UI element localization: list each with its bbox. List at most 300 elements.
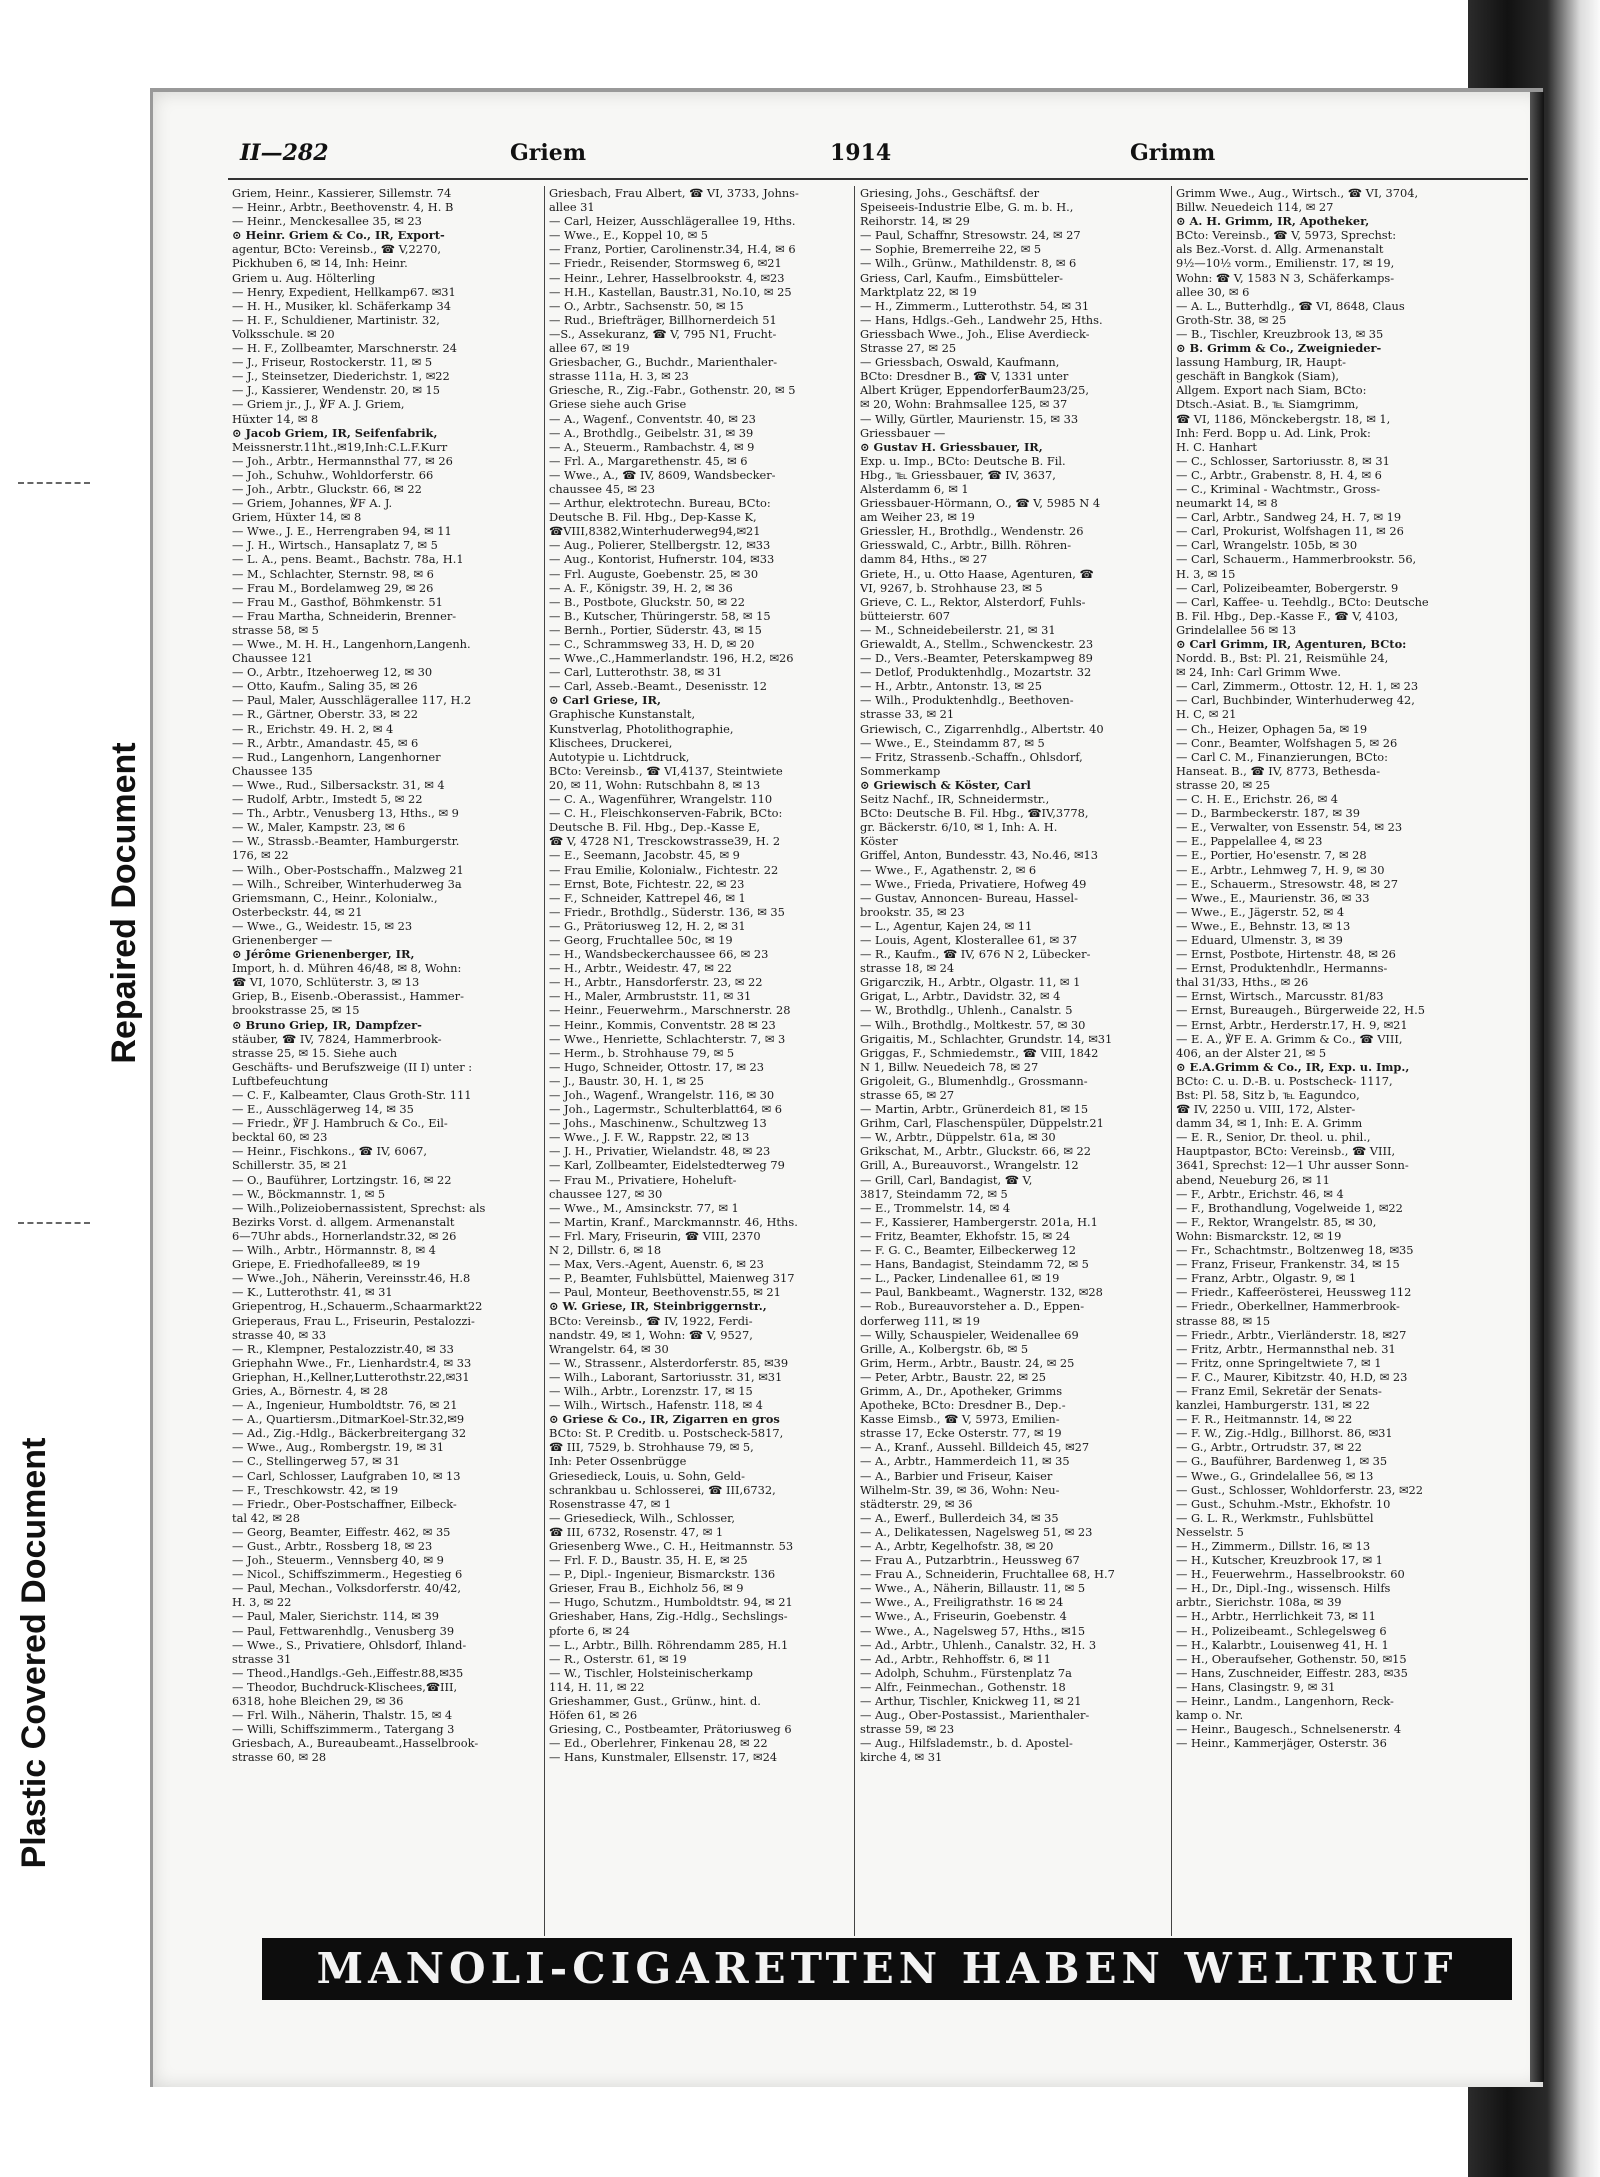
directory-entry: Meissnerstr.11ht.,✉19,Inh:C.L.F.Kurr <box>232 439 448 454</box>
directory-entry: — Georg, Fruchtallee 50c, ✉ 19 <box>549 932 733 947</box>
advertisement-banner: MANOLI-CIGARETTEN HABEN WELTRUF <box>262 1938 1512 2000</box>
directory-entry: — G., Bauführer, Bardenweg 1, ✉ 35 <box>1176 1454 1388 1469</box>
directory-entry: Bezirks Vorst. d. allgem. Armenanstalt <box>232 1214 455 1229</box>
directory-entry: Griemsmann, C., Heinr., Kolonialw., <box>232 890 438 905</box>
directory-entry: VI, 9267, b. Strohhause 23, ✉ 5 <box>860 580 1043 595</box>
directory-entry: ⊙ Jacob Griem, IR, Seifenfabrik, <box>232 425 438 440</box>
directory-entry: — C. A., Wagenführer, Wrangelstr. 110 <box>549 792 773 807</box>
directory-entry: — J. H., Wirtsch., Hansaplatz 7, ✉ 5 <box>232 538 438 553</box>
directory-entry: ☎ III, 7529, b. Strohhause 79, ✉ 5, <box>549 1440 754 1455</box>
divider-dashed <box>18 482 90 484</box>
directory-entry: strasse 33, ✉ 21 <box>860 707 955 722</box>
directory-entry: 406, an der Alster 21, ✉ 5 <box>1176 1045 1327 1060</box>
header-year: 1914 <box>830 140 892 166</box>
directory-entry: am Weiher 23, ✉ 19 <box>860 510 975 525</box>
directory-entry: — Fritz, onne Springeltwiete 7, ✉ 1 <box>1176 1355 1382 1370</box>
directory-entry: Griessler, H., Brothdlg., Wendenstr. 26 <box>860 524 1084 539</box>
directory-entry: — F., Treschkowstr. 42, ✉ 19 <box>232 1482 399 1497</box>
directory-entry: N 1, Billw. Neuedeich 78, ✉ 27 <box>860 1059 1039 1074</box>
directory-entry: ☎ III, 6732, Rosenstr. 47, ✉ 1 <box>549 1524 724 1539</box>
directory-entry: — Rob., Bureauvorsteher a. D., Eppen- <box>860 1299 1085 1314</box>
directory-entry: H. 3, ✉ 22 <box>232 1595 292 1610</box>
directory-entry: — O., Bauführer, Lortzingstr. 16, ✉ 22 <box>232 1172 452 1187</box>
directory-entry: Wohn: Bismarckstr. 12, ✉ 19 <box>1176 1228 1342 1243</box>
directory-entry: Rosenstrasse 47, ✉ 1 <box>549 1496 672 1511</box>
directory-entry: — Ad., Zig.-Hdlg., Bäckerbreitergang 32 <box>232 1426 467 1441</box>
directory-entry: —S., Assekuranz, ☎ V, 795 N1, Frucht- <box>549 326 777 341</box>
directory-entry: — H. F., Schuldiener, Martinistr. 32, <box>232 312 440 327</box>
directory-entry: — A., Quartiersm.,DitmarKoel-Str.32,✉9 <box>232 1412 465 1427</box>
directory-entry: Geschäfts- und Berufszweige (II I) unter : <box>232 1059 473 1074</box>
directory-entry: brookstr. 35, ✉ 23 <box>860 904 965 919</box>
directory-entry: — Griem jr., J., ℣F A. J. Griem, <box>232 397 405 412</box>
directory-entry: — M., Schneidebeilerstr. 21, ✉ 31 <box>860 622 1056 637</box>
directory-entry: — H., Arbtr., Herrlichkeit 73, ✉ 11 <box>1176 1609 1376 1624</box>
directory-entry: Autotypie u. Lichtdruck, <box>549 749 690 764</box>
directory-entry: — Heinr., Arbtr., Beethovenstr. 4, H. B <box>232 200 454 215</box>
directory-entry: — G. L. R., Werkmstr., Fuhlsbüttel <box>1176 1510 1374 1525</box>
directory-entry: Exp. u. Imp., BCto: Deutsche B. Fil. <box>860 453 1066 468</box>
directory-entry: — Wwe., Henriette, Schlachterstr. 7, ✉ 3 <box>549 1031 786 1046</box>
directory-entry: neumarkt 14, ✉ 8 <box>1176 496 1278 511</box>
directory-entry: allee 67, ✉ 19 <box>549 341 630 356</box>
directory-entry: — Wilh., Wirtsch., Hafenstr. 118, ✉ 4 <box>549 1398 763 1413</box>
directory-entry: — Rudolf, Arbtr., Imstedt 5, ✉ 22 <box>232 792 423 807</box>
directory-entry: — F. C., Maurer, Kibitzstr. 40, H.D, ✉ 23 <box>1176 1369 1408 1384</box>
directory-entry: BCto: St. P. Creditb. u. Postscheck-5817, <box>549 1426 784 1441</box>
directory-entry: — Grill, Carl, Bandagist, ☎ V, <box>860 1172 1033 1187</box>
directory-entry: — Hugo, Schutzm., Humboldtstr. 94, ✉ 21 <box>549 1595 793 1610</box>
directory-entry: — Wilh., Produktenhdlg., Beethoven- <box>860 693 1074 708</box>
directory-entry: — C., Stellingerweg 57, ✉ 31 <box>232 1454 400 1469</box>
directory-entry: 9½—10½ vorm., Emilienstr. 17, ✉ 19, <box>1176 256 1395 271</box>
directory-entry: — F., Kassierer, Hambergerstr. 201a, H.1 <box>860 1214 1098 1229</box>
directory-entry: — Wwe., Frieda, Privatiere, Hofweg 49 <box>860 876 1087 891</box>
directory-entry: — A., Arbtr, Kegelhofstr. 38, ✉ 20 <box>860 1539 1054 1553</box>
directory-entry: BCto: Vereinsb., ☎ IV, 1922, Ferdi- <box>549 1313 753 1328</box>
directory-entry: — Th., Arbtr., Venusberg 13, Hths., ✉ 9 <box>232 806 459 821</box>
directory-entry: gr. Bäckerstr. 6/10, ✉ 1, Inh: A. H. <box>860 820 1058 835</box>
directory-entry: Griep, B., Eisenb.-Oberassist., Hammer- <box>232 989 464 1004</box>
directory-entry: ☎ VI, 1070, Schlüterstr. 3, ✉ 13 <box>232 975 420 990</box>
directory-entry: — P., Beamter, Fuhlsbüttel, Maienweg 317 <box>549 1271 795 1286</box>
directory-entry: städterstr. 29, ✉ 36 <box>860 1496 973 1511</box>
directory-entry: — H., Feuerwehrm., Hasselbrookstr. 60 <box>1176 1567 1405 1582</box>
directory-entry: strasse 25, ✉ 15. Siehe auch <box>232 1045 398 1060</box>
directory-entry: Griem, Hüxter 14, ✉ 8 <box>232 510 362 525</box>
directory-entry: — Conr., Beamter, Wolfshagen 5, ✉ 26 <box>1176 735 1398 750</box>
directory-entry: — Heinr., Landm., Langenhorn, Reck- <box>1176 1694 1394 1709</box>
directory-entry: ⊙ A. H. Grimm, IR, Apotheker, <box>1176 214 1370 229</box>
directory-entry: — J., Steinsetzer, Diederichstr. 1, ✉22 <box>232 369 450 384</box>
directory-entry: — A., Ewerf., Bullerdeich 34, ✉ 35 <box>860 1510 1059 1525</box>
directory-entry: H. C. Hanhart <box>1176 439 1257 454</box>
directory-entry: — Wilh., Ober-Postschaffn., Malzweg 21 <box>232 862 464 877</box>
directory-entry: — L., Packer, Lindenallee 61, ✉ 19 <box>860 1271 1060 1286</box>
header-rule <box>228 178 1528 180</box>
directory-entry: ✉ 20, Wohn: Brahmsallee 125, ✉ 37 <box>860 397 1068 412</box>
directory-entry: — A., Wagenf., Conventstr. 40, ✉ 23 <box>549 411 756 426</box>
directory-entry: — W., Böckmannstr. 1, ✉ 5 <box>232 1186 386 1201</box>
directory-entry: ⊙ Carl Grimm, IR, Agenturen, BCto: <box>1176 637 1407 651</box>
directory-entry: — A., Steuerm., Rambachstr. 4, ✉ 9 <box>549 439 755 454</box>
directory-entry: allee 31 <box>549 200 595 215</box>
directory-entry: — Louis, Agent, Klosterallee 61, ✉ 37 <box>860 932 1078 947</box>
directory-entry: Wohn: ☎ V, 1583 N 3, Schäferkamps- <box>1176 270 1395 285</box>
directory-entry: — Hugo, Schneider, Ottostr. 17, ✉ 23 <box>549 1059 764 1074</box>
directory-entry: — E. R., Senior, Dr. theol. u. phil., <box>1176 1130 1371 1145</box>
directory-entry: ⊙ E.A.Grimm & Co., IR, Exp. u. Imp., <box>1176 1059 1410 1074</box>
directory-entry: — Wwe.,C.,Hammerlandstr. 196, H.2, ✉26 <box>549 651 794 666</box>
directory-entry: ⊙ B. Grimm & Co., Zweignieder- <box>1176 341 1382 356</box>
directory-entry: ⊙ Carl Griese, IR, <box>549 693 661 708</box>
directory-entry: — F., Schneider, Kattrepel 46, ✉ 1 <box>549 890 746 905</box>
directory-entry: Grigaitis, M., Schlachter, Grundstr. 14, ✉31 <box>860 1031 1113 1046</box>
directory-entry: Groth-Str. 38, ✉ 25 <box>1176 312 1287 327</box>
directory-entry: — Wwe., F., Agathenstr. 2, ✉ 6 <box>860 862 1037 877</box>
directory-entry: — Martin, Arbtr., Grünerdeich 81, ✉ 15 <box>860 1102 1089 1117</box>
directory-entry: — Heinr., Lehrer, Hasselbrookstr. 4, ✉23 <box>549 270 785 285</box>
directory-entry: Grikschat, M., Arbtr., Gluckstr. 66, ✉ 22 <box>860 1144 1091 1159</box>
directory-entry: — H., Arbtr., Weidestr. 47, ✉ 22 <box>549 961 732 976</box>
directory-entry: — C., Arbtr., Grabenstr. 8, H. 4, ✉ 6 <box>1176 467 1382 482</box>
directory-entry: — Wwe., Aug., Rombergstr. 19, ✉ 31 <box>232 1440 445 1455</box>
directory-entry: — Carl, Wrangelstr. 105b, ✉ 30 <box>1176 538 1358 553</box>
directory-entry: ⊙ Griese & Co., IR, Zigarren en gros <box>549 1412 780 1427</box>
directory-entry: — Heinr., Kommis, Conventstr. 28 ✉ 23 <box>549 1017 776 1032</box>
directory-entry: Chaussee 121 <box>232 651 313 666</box>
directory-entry: Köster <box>860 834 898 849</box>
directory-entry: ☎ V, 4728 N1, Tresckowstrasse39, H. 2 <box>549 834 781 849</box>
directory-entry: — Friedr., Arbtr., Vierländerstr. 18, ✉27 <box>1176 1327 1407 1342</box>
directory-entry: — Adolph, Schuhm., Fürstenplatz 7a <box>860 1665 1072 1680</box>
directory-entry: Höfen 61, ✉ 26 <box>549 1708 638 1723</box>
directory-entry: — Wilh.,Polizeiobernassistent, Sprechst: als <box>232 1200 486 1215</box>
directory-entry: — Wwe., G., Grindelallee 56, ✉ 13 <box>1176 1468 1374 1483</box>
directory-entry: Grigarczik, H., Arbtr., Olgastr. 11, ✉ 1 <box>860 975 1081 990</box>
directory-entry: Griess, Carl, Kaufm., Eimsbütteler- <box>860 270 1064 285</box>
directory-entry: 3641, Sprechst: 12—1 Uhr ausser Sonn- <box>1176 1158 1409 1173</box>
directory-entry: — J., Kassierer, Wendenstr. 20, ✉ 15 <box>232 383 441 398</box>
directory-entry: — Friedr., Kaffeerösterei, Heussweg 112 <box>1176 1285 1412 1300</box>
directory-entry: — Wilh., Grünw., Mathildenstr. 8, ✉ 6 <box>860 256 1077 271</box>
directory-entry: Graphische Kunstanstalt, <box>549 707 696 722</box>
directory-entry: Klischees, Druckerei, <box>549 735 673 750</box>
directory-entry: — E., Trommelstr. 14, ✉ 4 <box>860 1200 1011 1215</box>
directory-entry: Inh: Ferd. Bopp u. Ad. Link, Prok: <box>1176 425 1371 440</box>
directory-entry: Griewisch, C., Zigarrenhdlg., Albertstr. 40 <box>860 721 1104 736</box>
directory-entry: — Hans, Clasingstr. 9, ✉ 31 <box>1176 1679 1336 1694</box>
directory-entry: Griete, H., u. Otto Haase, Agenturen, ☎ <box>860 566 1094 581</box>
directory-entry: BCto: Vereinsb., ☎ V, 5973, Sprechst: <box>1176 228 1397 243</box>
directory-entry: — Heinr., Baugesch., Schnelsenerstr. 4 <box>1176 1722 1402 1737</box>
directory-entry: Hbg., ℡ Griessbauer, ☎ IV, 3637, <box>860 467 1056 482</box>
directory-entry: stäuber, ☎ IV, 7824, Hammerbrook- <box>232 1031 442 1046</box>
directory-entry: — G., Prätoriusweg 12, H. 2, ✉ 31 <box>549 918 746 933</box>
directory-entry: Osterbeckstr. 44, ✉ 21 <box>232 904 363 919</box>
directory-entry: — Carl, Schauerm., Hammerbrookstr. 56, <box>1176 552 1417 567</box>
directory-entry: Grill, A., Bureauvorst., Wrangelstr. 12 <box>860 1158 1079 1173</box>
scan-background <box>0 0 1600 40</box>
directory-entry: — Franz, Arbtr., Olgastr. 9, ✉ 1 <box>1176 1271 1357 1286</box>
directory-entry: Gries, A., Börnestr. 4, ✉ 28 <box>232 1383 388 1398</box>
directory-entry: — Franz, Portier, Carolinenstr.34, H.4, ✉ 6 <box>549 242 796 257</box>
directory-entry: Griffel, Anton, Bundesstr. 43, No.46, ✉13 <box>860 848 1099 863</box>
directory-entry: — B., Kutscher, Thüringerstr. 58, ✉ 15 <box>549 608 771 623</box>
directory-entry: — Joh., Schuhw., Wohldorferstr. 66 <box>232 467 434 482</box>
directory-entry: B. Fil. Hbg., Dep.-Kasse F., ☎ V, 4103, <box>1176 608 1399 623</box>
directory-entry: Grimm, A., Dr., Apotheker, Grimms <box>860 1383 1063 1398</box>
directory-entry: — Wwe., J. E., Herrengraben 94, ✉ 11 <box>232 524 452 539</box>
directory-entry: — Griesedieck, Wilh., Schlosser, <box>549 1510 735 1525</box>
directory-entry: Apotheke, BCto: Dresdner B., Dep.- <box>860 1398 1066 1413</box>
directory-entry: — Peter, Arbtr., Baustr. 22, ✉ 25 <box>860 1369 1047 1384</box>
directory-entry: tal 42, ✉ 28 <box>232 1510 301 1525</box>
directory-entry: — Ernst, Bureaugeh., Bürgerweide 22, H.5 <box>1176 1003 1425 1018</box>
directory-entry: — Griessbach, Oswald, Kaufmann, <box>860 355 1060 370</box>
directory-entry: — Wwe., A., Freiligrathstr. 16 ✉ 24 <box>860 1595 1064 1610</box>
directory-entry: — Willy, Schauspieler, Weidenallee 69 <box>860 1327 1079 1342</box>
directory-entry: Grienenberger — <box>232 932 333 947</box>
directory-entry: Speiseeis-Industrie Elbe, G. m. b. H., <box>860 200 1074 215</box>
directory-entry: — R., Gärtner, Oberstr. 33, ✉ 22 <box>232 707 418 722</box>
directory-entry: damm 84, Hths., ✉ 27 <box>860 552 988 567</box>
directory-entry: 114, H. 11, ✉ 22 <box>549 1679 645 1694</box>
directory-entry: — Heinr., Menckesallee 35, ✉ 23 <box>232 214 422 229</box>
directory-column-2 <box>549 186 849 1936</box>
directory-entry: — C. F., Kalbeamter, Claus Groth-Str. 111 <box>232 1088 472 1102</box>
directory-entry: — Hans, Bandagist, Steindamm 72, ✉ 5 <box>860 1257 1089 1272</box>
directory-entry: — Gust., Arbtr., Rossberg 18, ✉ 23 <box>232 1539 433 1553</box>
directory-entry: — Wwe., J. F. W., Rappstr. 22, ✉ 13 <box>549 1130 750 1145</box>
directory-entry: — Carl C. M., Finanzierungen, BCto: <box>1176 749 1388 764</box>
directory-entry: — L., Agentur, Kajen 24, ✉ 11 <box>860 918 1033 933</box>
directory-entry: — Friedr., Reisender, Stormsweg 6, ✉21 <box>549 256 782 271</box>
directory-column-3 <box>860 186 1168 1936</box>
directory-entry: Griepe, E. Friedhofallee89, ✉ 19 <box>232 1257 421 1272</box>
directory-entry: — Arthur, elektrotechn. Bureau, BCto: <box>549 496 771 511</box>
directory-entry: — R., Arbtr., Amandastr. 45, ✉ 6 <box>232 735 419 750</box>
directory-entry: — C., Kriminal - Wachtmstr., Gross- <box>1176 481 1381 496</box>
column-separator <box>854 186 855 1936</box>
directory-entry: strasse 20, ✉ 25 <box>1176 777 1271 792</box>
directory-entry: — H., Polizeibeamt., Schlegelsweg 6 <box>1176 1623 1387 1638</box>
directory-entry: Hanseat. B., ☎ IV, 8773, Bethesda- <box>1176 763 1381 778</box>
directory-entry: — Wwe.,Joh., Näherin, Vereinsstr.46, H.8 <box>232 1271 471 1286</box>
directory-entry: — F., Arbtr., Erichstr. 46, ✉ 4 <box>1176 1186 1344 1201</box>
page-header <box>240 140 1540 174</box>
directory-entry: — Hans, Hdlgs.-Geh., Landwehr 25, Hths. <box>860 312 1103 327</box>
directory-entry: — Ernst, Wirtsch., Marcusstr. 81/83 <box>1176 989 1384 1004</box>
directory-entry: Griessbach Wwe., Joh., Elise Averdieck- <box>860 326 1090 341</box>
directory-entry: Griesedieck, Louis, u. Sohn, Geld- <box>549 1468 745 1483</box>
directory-entry: — Frau Martha, Schneiderin, Brenner- <box>232 608 457 623</box>
directory-entry: ⊙ Bruno Griep, IR, Dampfzer- <box>232 1017 422 1032</box>
directory-entry: — Heinr., Fischkons., ☎ IV, 6067, <box>232 1144 428 1159</box>
directory-entry: Griesbacher, G., Buchdr., Marienthaler- <box>549 355 778 370</box>
directory-entry: — Wwe., M. H. H., Langenhorn,Langenh. <box>232 637 471 651</box>
directory-entry: Sommerkamp <box>860 763 941 778</box>
header-last-name: Grimm <box>1130 140 1216 166</box>
directory-entry: — A., Ingenieur, Humboldtstr. 76, ✉ 21 <box>232 1398 458 1413</box>
directory-entry: strasse 60, ✉ 28 <box>232 1750 327 1765</box>
directory-entry: — G., Arbtr., Ortrudstr. 37, ✉ 22 <box>1176 1440 1362 1455</box>
directory-entry: — Hans, Kunstmaler, Ellsenstr. 17, ✉24 <box>549 1750 778 1765</box>
directory-entry: BCto: Deutsche B. Fil. Hbg., ☎IV,3778, <box>860 806 1089 821</box>
directory-entry: — R., Osterstr. 61, ✉ 19 <box>549 1651 687 1666</box>
directory-entry: Hauptpastor, BCto: Vereinsb., ☎ VIII, <box>1176 1144 1396 1159</box>
directory-entry: Reihorstr. 14, ✉ 29 <box>860 214 970 229</box>
directory-entry: — Carl, Kaffee- u. Teehdlg., BCto: Deutsche <box>1176 594 1429 609</box>
directory-entry: — Rud., Langenhorn, Langenhorner <box>232 749 441 764</box>
directory-entry: — C., Schlosser, Sartoriusstr. 8, ✉ 31 <box>1176 453 1390 468</box>
directory-entry: — Carl, Lutterothstr. 38, ✉ 31 <box>549 665 723 680</box>
directory-entry: — D., Vers.-Beamter, Peterskampweg 89 <box>860 651 1093 666</box>
directory-entry: — Carl, Buchbinder, Winterhuderweg 42, <box>1176 693 1415 708</box>
directory-entry: ☎ VI, 1186, Mönckebergstr. 18, ✉ 1, <box>1176 411 1391 426</box>
directory-entry: strasse 17, Ecke Osterstr. 77, ✉ 19 <box>860 1426 1062 1441</box>
directory-entry: — Frau A., Putzarbtrin., Heussweg 67 <box>860 1553 1080 1568</box>
directory-entry: — R., Klempner, Pestalozzistr.40, ✉ 33 <box>232 1341 454 1356</box>
directory-entry: — Wwe., M., Amsinckstr. 77, ✉ 1 <box>549 1200 739 1215</box>
directory-entry: Grigat, L., Arbtr., Davidstr. 32, ✉ 4 <box>860 989 1061 1004</box>
directory-entry: — A., Arbtr., Hammerdeich 11, ✉ 35 <box>860 1454 1070 1469</box>
directory-entry: kanzlei, Hamburgerstr. 131, ✉ 22 <box>1176 1398 1370 1413</box>
directory-entry: Wrangelstr. 64, ✉ 30 <box>549 1341 669 1356</box>
directory-entry: — Wwe., S., Privatiere, Ohlsdorf, Ihland- <box>232 1637 467 1652</box>
directory-entry: Griesbach, Frau Albert, ☎ VI, 3733, Johns- <box>549 186 799 200</box>
directory-entry: — Ernst, Produktenhdlr., Hermanns- <box>1176 961 1388 976</box>
directory-entry: — E., Portier, Ho'esenstr. 7, ✉ 28 <box>1176 848 1367 863</box>
directory-entry: — Fritz, Arbtr., Hermannsthal neb. 31 <box>1176 1341 1396 1356</box>
directory-entry: — H., Oberaufseher, Gothenstr. 50, ✉15 <box>1176 1651 1407 1666</box>
directory-entry: Grieser, Frau B., Eichholz 56, ✉ 9 <box>549 1581 744 1596</box>
directory-entry: — Wwe., A., ☎ IV, 8609, Wandsbecker- <box>549 467 776 482</box>
directory-entry: — E., Pappelallee 4, ✉ 23 <box>1176 834 1323 849</box>
directory-entry: thal 31/33, Hths., ✉ 26 <box>1176 975 1309 990</box>
directory-entry: Chaussee 135 <box>232 763 313 778</box>
directory-entry: — Gust., Schuhm.-Mstr., Ekhofstr. 10 <box>1176 1496 1391 1511</box>
directory-entry: Volksschule. ✉ 20 <box>232 326 335 341</box>
directory-entry: — D., Barmbeckerstr. 187, ✉ 39 <box>1176 806 1361 821</box>
directory-entry: Albert Krüger, EppendorferBaum23/25, <box>860 383 1090 398</box>
directory-entry: — Joh., Arbtr., Gluckstr. 66, ✉ 22 <box>232 481 422 496</box>
directory-entry: — Ernst, Postbote, Hirtenstr. 48, ✉ 26 <box>1176 947 1396 962</box>
directory-entry: — Georg, Beamter, Eiffestr. 462, ✉ 35 <box>232 1524 451 1539</box>
directory-entry: — Carl, Zimmerm., Ottostr. 12, H. 1, ✉ 23 <box>1176 679 1419 694</box>
directory-entry: Deutsche B. Fil. Hbg., Dep-Kasse K, <box>549 510 757 525</box>
directory-entry: Import, h. d. Mühren 46/48, ✉ 8, Wohn: <box>232 961 462 976</box>
directory-entry: — Wwe., G., Weidestr. 15, ✉ 23 <box>232 918 413 933</box>
directory-entry: BCto: Dresdner B., ☎ V, 1331 unter <box>860 369 1069 384</box>
directory-entry: 3817, Steindamm 72, ✉ 5 <box>860 1186 1008 1201</box>
directory-entry: — C., Schrammsweg 33, H. D, ✉ 20 <box>549 637 755 651</box>
directory-entry: allee 30, ✉ 6 <box>1176 284 1250 299</box>
directory-entry: — Wilh., Brothdlg., Moltkestr. 57, ✉ 30 <box>860 1017 1086 1032</box>
directory-entry: — W., Strassenr., Alsterdorferstr. 85, ✉39 <box>549 1355 789 1370</box>
directory-entry: — Johs., Maschinenw., Schultzweg 13 <box>549 1116 767 1131</box>
directory-entry: — K., Lutterothstr. 41, ✉ 31 <box>232 1285 393 1300</box>
directory-entry: strasse 31 <box>232 1651 292 1666</box>
directory-entry: — H. H., Musiker, kl. Schäferkamp 34 <box>232 298 451 313</box>
directory-entry: — Herm., b. Strohhause 79, ✉ 5 <box>549 1045 735 1060</box>
directory-entry: — A., Delikatessen, Nagelsweg 51, ✉ 23 <box>860 1524 1093 1539</box>
directory-entry: — H., Zimmerm., Lutterothstr. 54, ✉ 31 <box>860 298 1090 313</box>
directory-entry: — Wwe., E., Jägerstr. 52, ✉ 4 <box>1176 904 1345 919</box>
directory-entry: Grigoleit, G., Blumenhdlg., Grossmann- <box>860 1073 1088 1088</box>
directory-entry: — Aug., Hilfslademstr., b. d. Apostel- <box>860 1736 1073 1751</box>
directory-entry: — Joh., Lagermstr., Schulterblatt64, ✉ 6 <box>549 1102 783 1117</box>
directory-entry: Grieve, C. L., Rektor, Alsterdorf, Fuhls- <box>860 594 1086 609</box>
directory-entry: Hüxter 14, ✉ 8 <box>232 411 319 426</box>
directory-entry: Griessbauer — <box>860 425 946 440</box>
directory-entry: ✉ 24, Inh: Carl Grimm Wwe. <box>1176 665 1341 680</box>
directory-entry: — Wwe., E., Steindamm 87, ✉ 5 <box>860 735 1045 750</box>
directory-entry: — Carl, Polizeibeamter, Bobergerstr. 9 <box>1176 580 1399 595</box>
directory-entry: Kunstverlag, Photolithographie, <box>549 721 734 736</box>
directory-entry: — Friedr., Oberkellner, Hammerbrook- <box>1176 1299 1400 1314</box>
directory-entry: — Fr., Schachtmstr., Boltzenweg 18, ✉35 <box>1176 1243 1414 1258</box>
directory-entry: — Wilh., Arbtr., Hörmannstr. 8, ✉ 4 <box>232 1243 436 1258</box>
directory-entry: 6—7Uhr abds., Hornerlandstr.32, ✉ 26 <box>232 1228 457 1243</box>
directory-entry: Pickhuben 6, ✉ 14, Inh: Heinr. <box>232 256 408 271</box>
directory-entry: — Joh., Arbtr., Hermannsthal 77, ✉ 26 <box>232 453 453 468</box>
directory-entry: — H., Arbtr., Antonstr. 13, ✉ 25 <box>860 679 1042 694</box>
directory-entry: — H., Wandsbeckerchaussee 66, ✉ 23 <box>549 947 769 962</box>
directory-entry: — H., Dr., Dipl.-Ing., wissensch. Hilfs <box>1176 1581 1391 1596</box>
directory-entry: strasse 40, ✉ 33 <box>232 1327 327 1342</box>
directory-entry: — C. H., Fleischkonserven-Fabrik, BCto: <box>549 806 783 821</box>
directory-entry: — Alfr., Feinmechan., Gothenstr. 18 <box>860 1679 1066 1694</box>
directory-entry: Griesing, C., Postbeamter, Prätoriusweg 6 <box>549 1722 792 1737</box>
directory-entry: — P., Dipl.- Ingenieur, Bismarckstr. 136 <box>549 1567 776 1582</box>
directory-entry: — Wwe., A., Friseurin, Goebenstr. 4 <box>860 1609 1067 1624</box>
directory-entry: Marktplatz 22, ✉ 19 <box>860 284 977 299</box>
directory-entry: — O., Arbtr., Sachsenstr. 50, ✉ 15 <box>549 298 744 313</box>
directory-entry: — W., Arbtr., Düppelstr. 61a, ✉ 30 <box>860 1130 1056 1145</box>
directory-entry: — Ad., Arbtr., Uhlenh., Canalstr. 32, H. 3 <box>860 1637 1097 1652</box>
directory-entry: — Detlof, Produktenhdlg., Mozartstr. 32 <box>860 665 1092 680</box>
directory-entry: Schillerstr. 35, ✉ 21 <box>232 1158 348 1173</box>
directory-entry: — Frau A., Schneiderin, Fruchtallee 68, H.7 <box>860 1567 1115 1582</box>
directory-entry: — Heinr., Kammerjäger, Osterstr. 36 <box>1176 1736 1387 1751</box>
directory-entry: H. C, ✉ 21 <box>1176 707 1237 722</box>
directory-entry: — Franz, Friseur, Frankenstr. 34, ✉ 15 <box>1176 1257 1400 1272</box>
directory-entry: — Fritz, Beamter, Ekhofstr. 15, ✉ 24 <box>860 1228 1071 1243</box>
directory-entry: dorferweg 111, ✉ 19 <box>860 1313 981 1328</box>
directory-entry: — L., Arbtr., Billh. Röhrendamm 285, H.1 <box>549 1637 789 1652</box>
page-number: II—282 <box>240 140 329 166</box>
directory-entry: — Carl, Prokurist, Wolfshagen 11, ✉ 26 <box>1176 524 1404 539</box>
directory-entry: — Karl, Zollbeamter, Eidelstedterweg 79 <box>549 1158 785 1173</box>
directory-entry: nandstr. 49, ✉ 1, Wohn: ☎ V, 9527, <box>549 1327 753 1342</box>
directory-entry: — Bernh., Portier, Süderstr. 43, ✉ 15 <box>549 622 762 637</box>
directory-entry: strasse 88, ✉ 15 <box>1176 1313 1271 1328</box>
directory-entry: — Frl. A., Margarethenstr. 45, ✉ 6 <box>549 453 748 468</box>
directory-entry: Nordd. B., Bst: Pl. 21, Reismühle 24, <box>1176 651 1389 666</box>
directory-entry: — Carl, Asseb.-Beamt., Desenisstr. 12 <box>549 679 768 694</box>
directory-entry: — Friedr., Ober-Postschaffner, Eilbeck- <box>232 1496 457 1511</box>
column-separator <box>544 186 545 1936</box>
directory-entry: — J. H., Privatier, Wielandstr. 48, ✉ 23 <box>549 1144 771 1159</box>
directory-entry: — Ed., Oberlehrer, Finkenau 28, ✉ 22 <box>549 1736 768 1751</box>
directory-entry: — F., Rektor, Wrangelstr. 85, ✉ 30, <box>1176 1214 1377 1229</box>
directory-entry: — C. H. E., Erichstr. 26, ✉ 4 <box>1176 792 1339 807</box>
directory-entry: — Wwe., A., Näherin, Billaustr. 11, ✉ 5 <box>860 1581 1086 1596</box>
directory-entry: — Frl. F. D., Baustr. 35, H. E, ✉ 25 <box>549 1553 748 1568</box>
directory-entry: Griewaldt, A., Stellm., Schwenckestr. 23 <box>860 637 1094 651</box>
column-separator <box>1171 186 1172 1936</box>
